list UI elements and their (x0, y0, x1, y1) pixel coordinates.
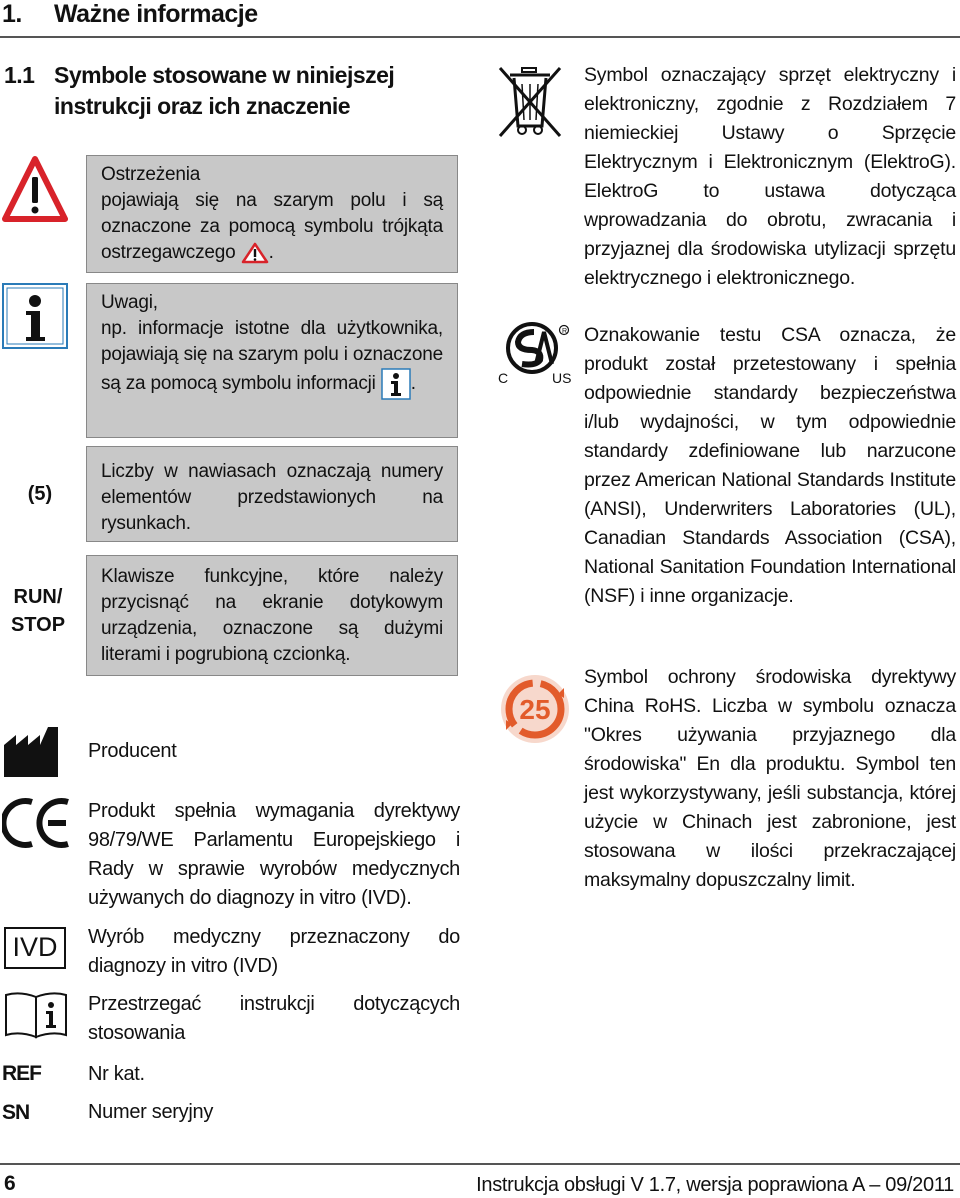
rohs-text: Symbol ochrony środowiska dyrektywy China RoHS. Liczba w symbolu oznacza "Okres używania przyjaznego dla środowiska" En dla produktu. Symbol ten jest wykorzystywany, jeśli substancja, której użycie w Chinach jest zabronione, jest stosowana w ilości przekraczającej maksymalny dopuszczalny limit. (584, 666, 956, 891)
weee-text: Symbol oznaczający sprzęt elektryczny i elektroniczny, zgodnie z Rozdziałem 7 niemieckiej Ustawy o Sprzęcie Elektrycznym i Elektronicznym (ElektroG). ElektroG to ustawa dotycząca wprowadzania do obrotu, zwracania i przyjaznej dla środowiska utylizacji sprzętu elektrycznego i elektronicznego. (584, 64, 956, 289)
numbers-box (86, 446, 458, 542)
footer-rule (0, 1163, 960, 1165)
warning-small-icon (241, 242, 269, 264)
page-number: 6 (4, 1172, 16, 1195)
ce-text: Produkt spełnia wymagania dyrektywy 98/79/WE Parlamentu Europejskiego i Rady w sprawie wyrobów medycznych używanych do diagnozy in vitro (IVD). (88, 800, 460, 909)
info-small-icon (381, 368, 411, 400)
ivd-text: Wyrób medyczny przeznaczony do diagnozy in vitro (IVD) (88, 926, 460, 977)
section-title: Symbole stosowane w niniejszej instrukcji oraz ich znaczenie (54, 62, 395, 119)
keys-box (86, 555, 458, 676)
info-icon (2, 283, 68, 349)
footer-document-info: Instrukcja obsługi V 1.7, wersja poprawiona A – 09/2011 (476, 1174, 954, 1196)
warning-box (86, 155, 458, 273)
run-stop-label: RUN/ STOP (10, 586, 66, 636)
ref-symbol: REF (2, 1062, 41, 1085)
ivd-symbol: IVD (4, 927, 66, 969)
section-number: 1.1 (4, 62, 35, 88)
instructions-text: Przestrzegać instrukcji dotyczących stosowania (88, 993, 460, 1044)
warning-triangle-icon (2, 155, 68, 223)
section-heading (4, 60, 434, 122)
info-box (86, 283, 458, 438)
numbers-text: Liczby w nawiasach oznaczają numery elementów przedstawionych na rysunkach. (101, 461, 443, 534)
sn-symbol: SN (2, 1101, 30, 1124)
weee-bin-icon (498, 64, 562, 140)
csa-us-label: US (552, 370, 572, 386)
ref-text: Nr kat. (88, 1063, 145, 1085)
info-title: Uwagi, (101, 292, 158, 313)
number-example-label: (5) (27, 483, 53, 505)
keys-text: Klawisze funkcyjne, które należy przycisnąć na ekranie dotykowym urządzenia, oznaczone są dużymi literami i pogrubioną czcionką. (101, 566, 443, 665)
heading-rule (0, 36, 960, 38)
csa-text: Oznakowanie testu CSA oznacza, że produkt został przetestowany i spełnia odpowiednie standardy bezpieczeństwa i/lub wydajności, w tym odpowiednie standardy zdefiniowane lub narzucone przez American National Standards Institute (ANSI), Underwriters Laboratories (UL), Canadian Standards Association (CSA), National Sanitation Foundation International (NSF) i inne organizacje. (584, 324, 956, 607)
csa-c-label: C (498, 370, 509, 386)
rohs-number: 25 (519, 694, 551, 725)
manufacturer-text: Producent (88, 740, 177, 762)
chapter-number: 1. (2, 0, 22, 28)
manufacturer-icon (2, 723, 64, 779)
info-text: np. informacje istotne dla użytkownika, pojawiają się na szarym polu i oznaczone są za pomocą symbolu informacji (101, 318, 443, 395)
sn-text: Numer seryjny (88, 1101, 214, 1123)
ce-mark-icon (2, 796, 72, 850)
info-suffix: . (410, 373, 416, 395)
chapter-heading (2, 0, 258, 29)
svg-text:R: R (562, 328, 568, 335)
warning-title: Ostrzeżenia (101, 164, 201, 185)
chapter-title: Ważne informacje (54, 0, 258, 28)
warning-text: pojawiają się na szarym polu i są oznaczone za pomocą symbolu trójkąta ostrzegawczego (101, 190, 443, 263)
instructions-book-icon (2, 989, 70, 1041)
china-rohs-icon (498, 672, 572, 746)
warning-suffix: . (268, 242, 274, 263)
